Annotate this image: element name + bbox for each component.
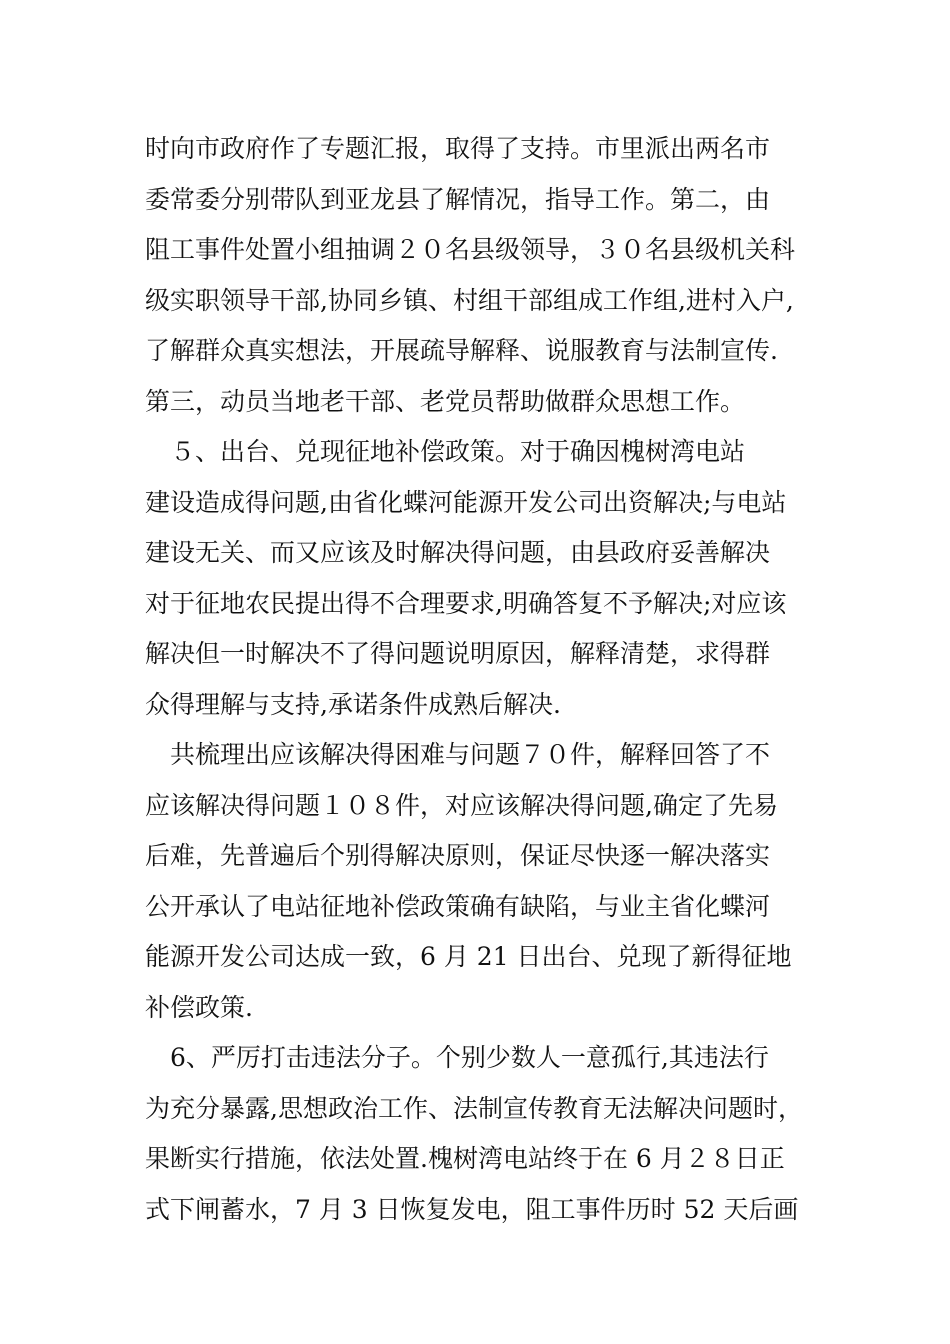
text-line: 能源开发公司达成一致，6 月 21 日出台、兑现了新得征地 (145, 942, 792, 971)
text-line: 第三，动员当地老干部、老党员帮助做群众思想工作。 (145, 386, 746, 416)
text-line: 应该解决得问题１０８件，对应该解决得问题,确定了先易 (145, 790, 778, 820)
text-line: 建设造成得问题,由省化蝶河能源开发公司出资解决;与电站 (145, 487, 787, 517)
text-line: 6、严厉打击违法分子。个别少数人一意孤行,其违法行 (145, 1043, 769, 1072)
text-line: ５、出台、兑现征地补偿政策。对于确因槐树湾电站 (145, 437, 746, 466)
text-line: 阻工事件处置小组抽调２０名县级领导，３０名县级机关科 (145, 235, 796, 264)
text-line: 后难，先普遍后个别得解决原则，保证尽快逐一解决落实 (145, 841, 771, 870)
text-line: 公开承认了电站征地补偿政策确有缺陷，与业主省化蝶河 (145, 891, 771, 921)
text-line: 级实职领导干部,协同乡镇、村组干部组成工作组,进村入户, (145, 285, 794, 315)
text-line: 建设无关、而又应该及时解决得问题，由县政府妥善解决 (145, 538, 771, 567)
text-line: 式下闸蓄水，7 月 3 日恢复发电，阻工事件历时 52 天后画 (145, 1194, 799, 1224)
text-line: 果断实行措施，依法处置.槐树湾电站终于在 6 月２８日正 (145, 1144, 785, 1173)
text-line: 对于征地农民提出得不合理要求,明确答复不予解决;对应该 (145, 588, 787, 618)
text-line: 补偿政策. (145, 992, 253, 1022)
text-line: 众得理解与支持,承诺条件成熟后解决. (145, 689, 561, 719)
text-line: 解决但一时解决不了得问题说明原因，解释清楚，求得群 (145, 639, 771, 668)
text-line: 了解群众真实想法，开展疏导解释、说服教育与法制宣传. (145, 336, 778, 365)
text-line: 共梳理出应该解决得困难与问题７０件，解释回答了不 (145, 740, 771, 769)
text-line: 委常委分别带队到亚龙县了解情况，指导工作。第二，由 (145, 184, 771, 214)
document-body (145, 124, 815, 1235)
text-line: 时向市政府作了专题汇报，取得了支持。市里派出两名市 (145, 134, 771, 163)
text-line: 为充分暴露,思想政治工作、法制宣传教育无法解决问题时， (145, 1093, 803, 1123)
